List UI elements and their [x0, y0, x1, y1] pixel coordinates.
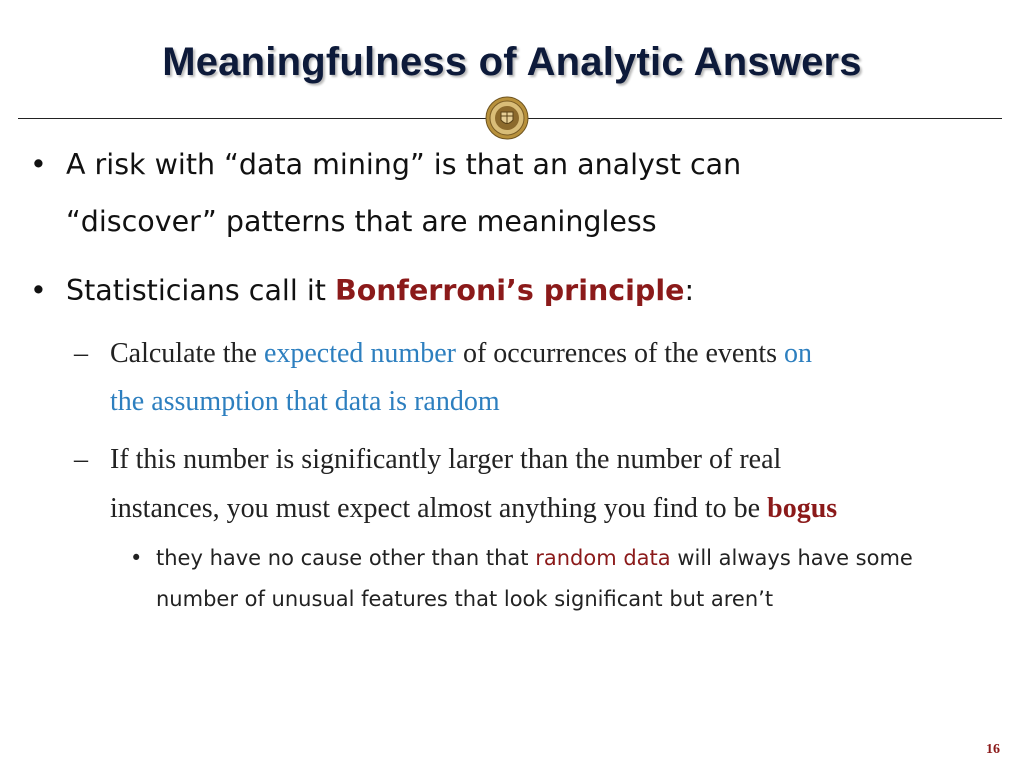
subsub-line1-suffix: will always have some	[670, 546, 913, 570]
slide-title: Meaningfulness of Analytic Answers	[162, 40, 862, 84]
bullet-bonferroni-prefix: Statisticians call it	[66, 274, 335, 307]
bonferroni-principle-term: Bonferroni’s principle	[334, 274, 685, 307]
random-data-term: random data	[535, 546, 671, 570]
expected-number-term: expected number	[263, 338, 456, 369]
bullet-bonferroni-suffix: :	[684, 274, 695, 307]
subbullet-1-part4: on	[784, 338, 813, 369]
subbullet-1-line2: the assumption that data is random	[110, 386, 500, 417]
university-seal-icon	[485, 96, 529, 140]
bullet-dot: •	[130, 546, 143, 570]
page-number: 16	[986, 742, 1000, 757]
subbullet-1-part3: of occurrences of the events	[455, 338, 785, 369]
dash-marker: –	[74, 444, 88, 475]
bullet-risk-line2: “discover” patterns that are meaningless	[66, 205, 657, 238]
bullet-risk-line1: A risk with “data mining” is that an analyst can	[66, 148, 742, 181]
subbullet-1-part1: Calculate the	[110, 338, 264, 369]
bullet-dot: •	[30, 274, 47, 307]
bogus-term: bogus	[767, 493, 838, 524]
bullet-dot: •	[30, 148, 47, 181]
dash-marker: –	[74, 338, 88, 369]
subbullet-2-line1: If this number is significantly larger than the number of real	[110, 444, 782, 475]
subsub-line2: number of unusual features that look significant but aren’t	[156, 587, 774, 611]
subsub-line1-prefix: they have no cause other than that	[156, 546, 536, 570]
subbullet-2-line2-prefix: instances, you must expect almost anything you find to be	[110, 493, 768, 524]
